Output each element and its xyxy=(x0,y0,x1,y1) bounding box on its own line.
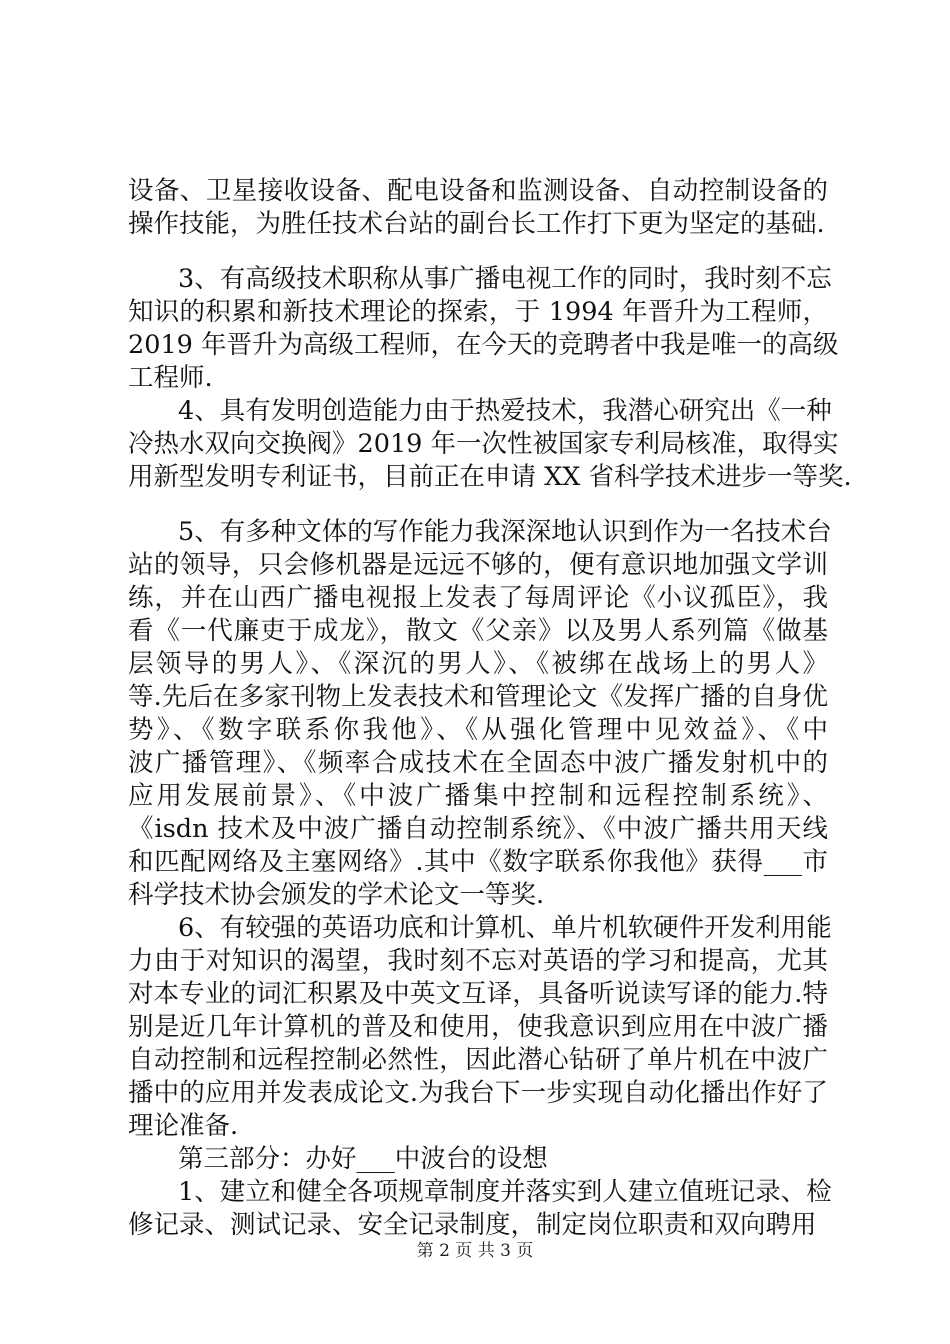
page-footer: 第 2 页 共 3 页 xyxy=(416,1241,534,1261)
paragraph-start-line: 第三部分：办好___中波台的设想 xyxy=(178,1144,548,1174)
text-line: 站的领导，只会修机器是远远不够的，便有意识地加强文学训 xyxy=(128,550,828,580)
text-line: 修记录、测试记录、安全记录制度，制定岗位职责和双向聘用 xyxy=(128,1210,817,1240)
text-line: 用新型发明专利证书，目前正在申请 XX 省科学技术进步一等奖. xyxy=(128,462,852,492)
text-line: 设备、卫星接收设备、配电设备和监测设备、自动控制设备的 xyxy=(128,176,828,206)
paragraph-start-line: 3、有高级技术职称从事广播电视工作的同时，我时刻不忘 xyxy=(178,264,832,294)
paragraph-start-line: 4、具有发明创造能力由于热爱技术，我潜心研究出《一种 xyxy=(178,396,832,426)
text-line: 对本专业的词汇积累及中英文互译，具备听说读写译的能力.特 xyxy=(128,979,828,1009)
text-line: 冷热水双向交换阀》2019 年一次性被国家专利局核准，取得实 xyxy=(128,429,839,459)
text-line: 波广播管理》、《频率合成技术在全固态中波广播发射机中的 xyxy=(128,748,828,778)
text-line: 力由于对知识的渴望，我时刻不忘对英语的学习和提高，尤其 xyxy=(128,946,828,976)
text-line: 应用发展前景》、《中波广播集中控制和远程控制系统》、 xyxy=(128,781,828,811)
paragraph-start-line: 5、有多种文体的写作能力我深深地认识到作为一名技术台 xyxy=(178,517,832,547)
paragraph-start-line: 1、建立和健全各项规章制度并落实到人建立值班记录、检 xyxy=(178,1177,832,1207)
text-line: 工程师. xyxy=(128,363,213,393)
text-line: 练，并在山西广播电视报上发表了每周评论《小议孤臣》，我 xyxy=(128,583,828,613)
text-line: 理论准备. xyxy=(128,1111,239,1141)
text-line: 看《一代廉吏于成龙》，散文《父亲》以及男人系列篇《做基 xyxy=(128,616,828,646)
text-line: 科学技术协会颁发的学术论文一等奖. xyxy=(128,880,545,910)
text-line: 和匹配网络及主塞网络》.其中《数字联系你我他》获得___市 xyxy=(128,847,828,877)
text-line: 知识的积累和新技术理论的探索，于 1994 年晋升为工程师， xyxy=(128,297,828,327)
text-line: 等.先后在多家刊物上发表技术和管理论文《发挥广播的自身优 xyxy=(128,682,828,712)
text-line: 层领导的男人》、《深沉的男人》、《被绑在战场上的男人》 xyxy=(128,649,828,679)
text-line: 操作技能，为胜任技术台站的副台长工作打下更为坚定的基础. xyxy=(128,209,825,239)
text-line: 别是近几年计算机的普及和使用，使我意识到应用在中波广播 xyxy=(128,1012,828,1042)
text-line: 播中的应用并发表成论文.为我台下一步实现自动化播出作好了 xyxy=(128,1078,828,1108)
text-line: 势》、《数字联系你我他》、《从强化管理中见效益》、《中 xyxy=(128,715,828,745)
text-line: 《isdn 技术及中波广播自动控制系统》、《中波广播共用天线 xyxy=(128,814,828,844)
paragraph-start-line: 6、有较强的英语功底和计算机、单片机软硬件开发利用能 xyxy=(178,913,832,943)
text-line: 自动控制和远程控制必然性，因此潜心钻研了单片机在中波广 xyxy=(128,1045,828,1075)
text-line: 2019 年晋升为高级工程师，在今天的竞聘者中我是唯一的高级 xyxy=(128,330,839,360)
